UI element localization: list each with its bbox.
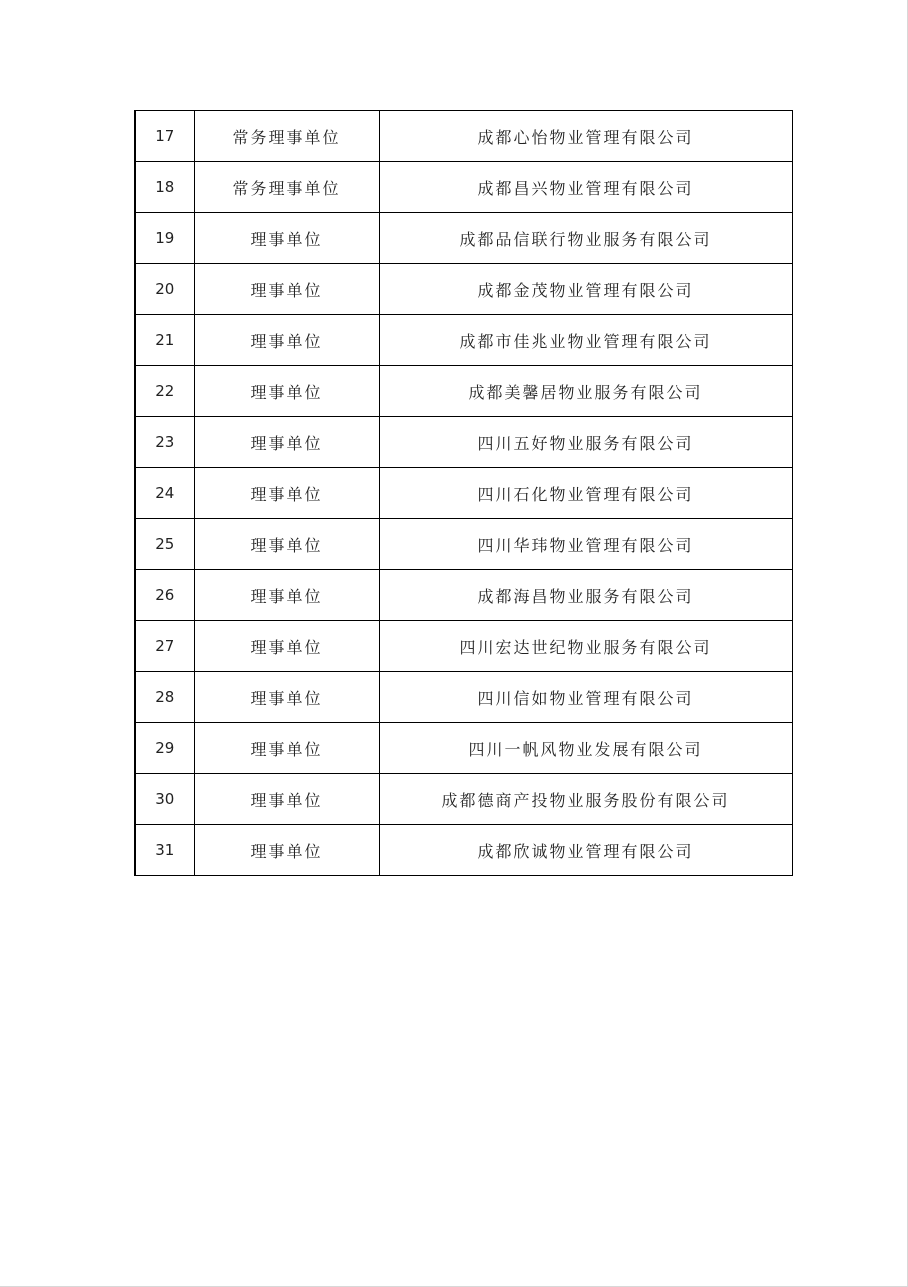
table-row — [135, 162, 792, 213]
member-type: 理事单位 — [194, 264, 379, 315]
row-number: 29 — [135, 723, 194, 774]
member-type: 理事单位 — [194, 519, 379, 570]
table-row — [135, 213, 792, 264]
company-name: 成都金茂物业管理有限公司 — [379, 264, 792, 315]
member-type: 常务理事单位 — [194, 111, 379, 162]
member-type: 理事单位 — [194, 213, 379, 264]
member-type: 理事单位 — [194, 366, 379, 417]
table-row — [135, 519, 792, 570]
row-number: 27 — [135, 621, 194, 672]
member-type: 理事单位 — [194, 825, 379, 876]
member-table-body — [135, 111, 792, 876]
row-number: 30 — [135, 774, 194, 825]
table-row — [135, 366, 792, 417]
table-row — [135, 825, 792, 876]
company-name: 成都欣诚物业管理有限公司 — [379, 825, 792, 876]
member-type: 理事单位 — [194, 672, 379, 723]
row-number: 24 — [135, 468, 194, 519]
company-name: 成都海昌物业服务有限公司 — [379, 570, 792, 621]
row-number: 25 — [135, 519, 194, 570]
table-row — [135, 723, 792, 774]
company-name: 四川五好物业服务有限公司 — [379, 417, 792, 468]
member-type: 理事单位 — [194, 774, 379, 825]
table-row — [135, 111, 792, 162]
company-name: 四川宏达世纪物业服务有限公司 — [379, 621, 792, 672]
row-number: 28 — [135, 672, 194, 723]
company-name: 成都市佳兆业物业管理有限公司 — [379, 315, 792, 366]
table-row — [135, 672, 792, 723]
company-name: 四川信如物业管理有限公司 — [379, 672, 792, 723]
table-row — [135, 621, 792, 672]
table-row — [135, 774, 792, 825]
member-type: 理事单位 — [194, 417, 379, 468]
row-number: 19 — [135, 213, 194, 264]
member-type: 理事单位 — [194, 315, 379, 366]
member-table — [134, 110, 793, 876]
row-number: 26 — [135, 570, 194, 621]
row-number: 23 — [135, 417, 194, 468]
company-name: 成都美馨居物业服务有限公司 — [379, 366, 792, 417]
company-name: 成都德商产投物业服务股份有限公司 — [379, 774, 792, 825]
row-number: 31 — [135, 825, 194, 876]
table-row — [135, 315, 792, 366]
row-number: 20 — [135, 264, 194, 315]
member-type: 理事单位 — [194, 621, 379, 672]
table-row — [135, 570, 792, 621]
table-row — [135, 468, 792, 519]
member-type: 理事单位 — [194, 570, 379, 621]
table-row — [135, 417, 792, 468]
company-name: 成都心怡物业管理有限公司 — [379, 111, 792, 162]
company-name: 四川石化物业管理有限公司 — [379, 468, 792, 519]
member-type: 理事单位 — [194, 723, 379, 774]
company-name: 成都品信联行物业服务有限公司 — [379, 213, 792, 264]
row-number: 18 — [135, 162, 194, 213]
company-name: 四川华玮物业管理有限公司 — [379, 519, 792, 570]
company-name: 成都昌兴物业管理有限公司 — [379, 162, 792, 213]
member-type: 理事单位 — [194, 468, 379, 519]
row-number: 21 — [135, 315, 194, 366]
member-type: 常务理事单位 — [194, 162, 379, 213]
row-number: 22 — [135, 366, 194, 417]
table-row — [135, 264, 792, 315]
company-name: 四川一帆风物业发展有限公司 — [379, 723, 792, 774]
row-number: 17 — [135, 111, 194, 162]
